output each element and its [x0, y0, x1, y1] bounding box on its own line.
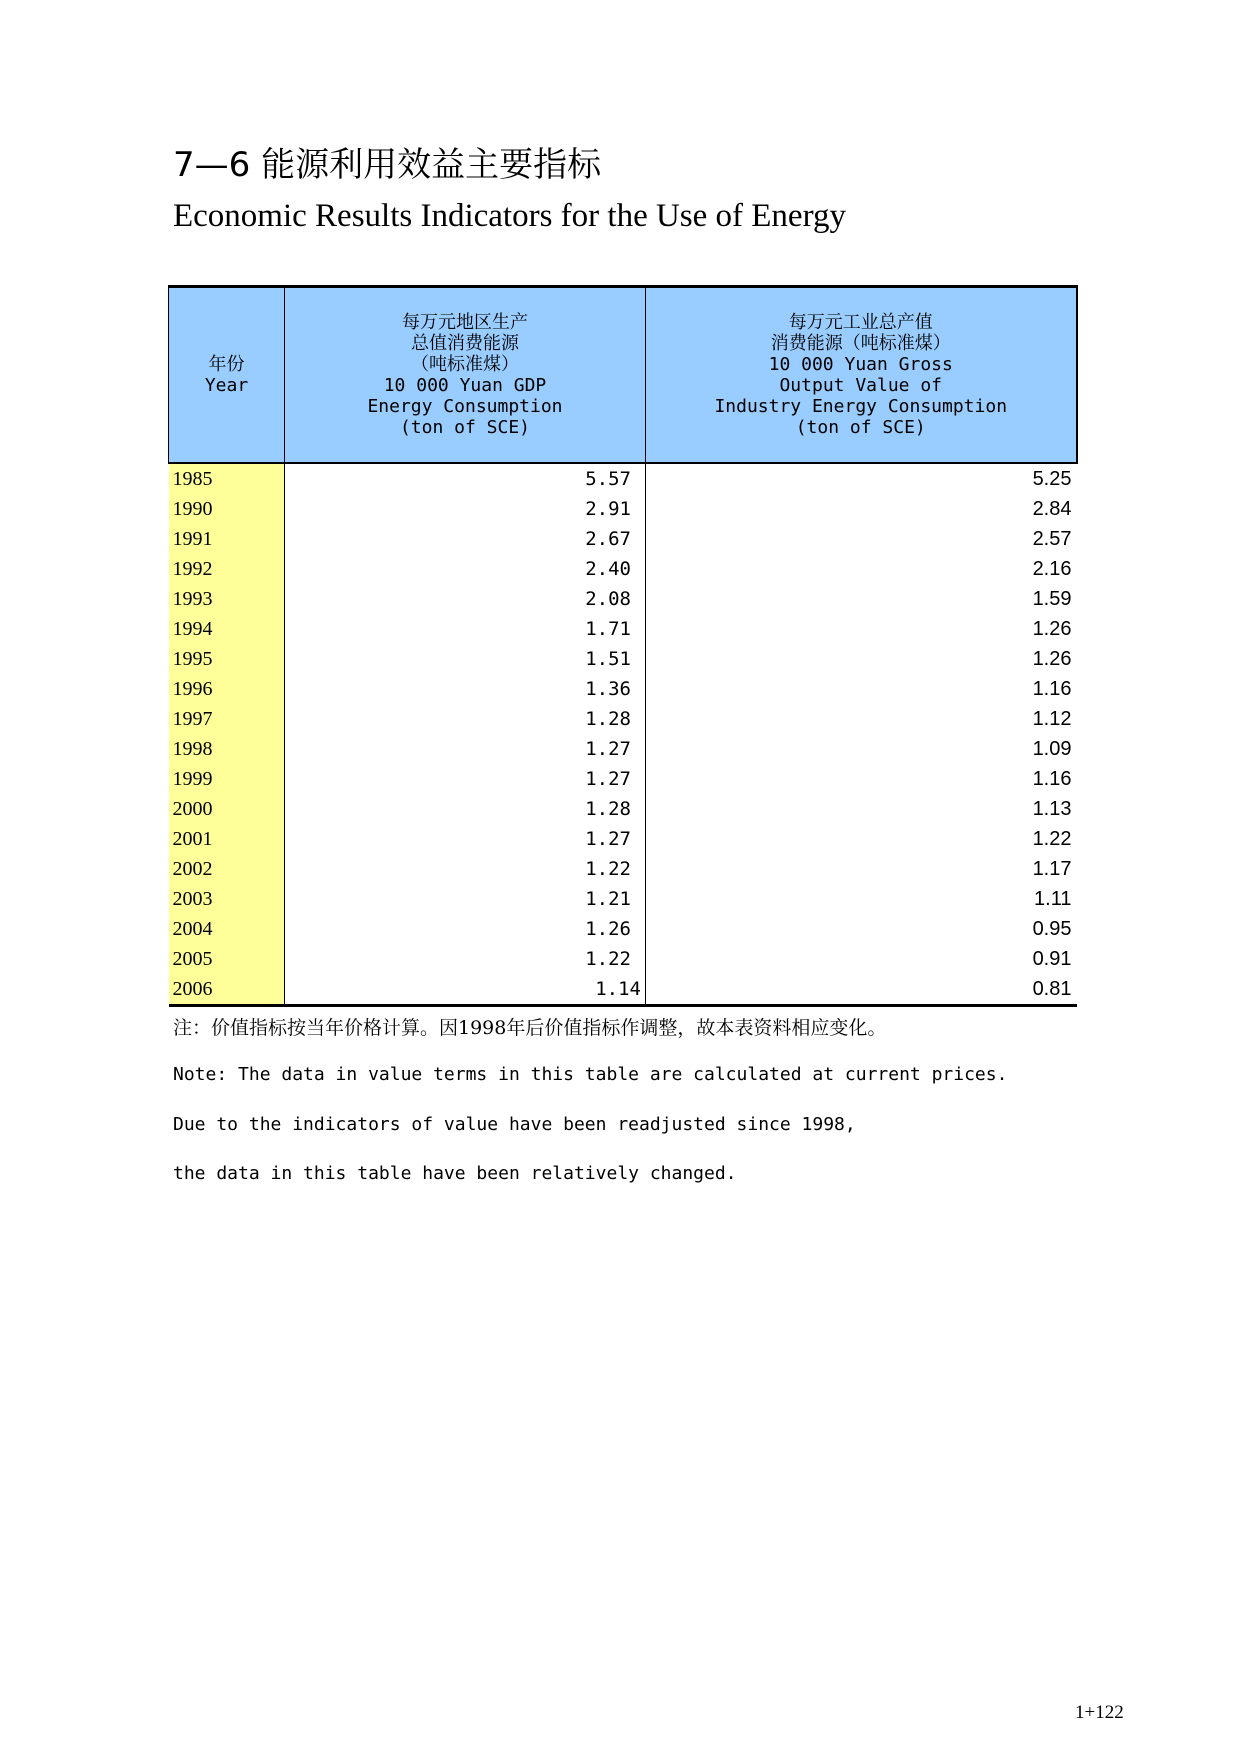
gdp-energy-cell: 2.67 [285, 524, 646, 554]
header-line: 总值消费能源 [411, 333, 519, 354]
table-row [169, 914, 1077, 944]
year-cell: 1995 [169, 644, 285, 674]
year-cell: 2004 [169, 914, 285, 944]
year-cell: 2003 [169, 884, 285, 914]
year-cell: 2000 [169, 794, 285, 824]
gdp-energy-cell: 1.28 [285, 794, 646, 824]
gdp-energy-cell: 1.21 [285, 884, 646, 914]
industry-energy-cell: 0.81 [646, 974, 1077, 1006]
table-row [169, 854, 1077, 884]
column-header-industry-energy [646, 287, 1077, 464]
gdp-energy-cell: 1.26 [285, 914, 646, 944]
industry-energy-cell: 0.95 [1032, 917, 1072, 940]
header-line: 消费能源（吨标准煤） [770, 333, 951, 354]
header-line: Energy Consumption [367, 396, 563, 417]
year-cell: 1997 [169, 704, 285, 734]
table-row [169, 944, 1077, 974]
gdp-energy-cell: 2.40 [285, 554, 646, 584]
page-title-en: Economic Results Indicators for the Use of Energy [173, 198, 846, 234]
year-cell: 2006 [169, 974, 285, 1006]
gdp-energy-cell: 1.27 [285, 824, 646, 854]
header-line: 年份 [208, 354, 245, 375]
year-cell: 1991 [169, 524, 285, 554]
gdp-energy-cell: 1.36 [285, 674, 646, 704]
table-row [169, 734, 1077, 764]
industry-energy-cell: 0.91 [1032, 947, 1072, 970]
industry-energy-cell: 1.09 [1032, 737, 1072, 760]
gdp-energy-cell: 1.27 [285, 764, 646, 794]
note-en-line: Note: The data in value terms in this table are calculated at current prices. [173, 1064, 1008, 1085]
year-cell: 2002 [169, 854, 285, 884]
industry-energy-cell: 1.13 [1032, 797, 1072, 820]
data-table-container [168, 285, 1076, 1007]
note-zh: 注：价值指标按当年价格计算。因1998年后价值指标作调整，故本表资料相应变化。 [173, 1017, 887, 1039]
year-cell: 1992 [169, 554, 285, 584]
gdp-energy-cell: 1.27 [285, 734, 646, 764]
industry-energy-cell: 2.16 [1032, 557, 1072, 580]
table-row [169, 554, 1077, 584]
table-row [169, 524, 1077, 554]
header-line: （吨标准煤） [411, 354, 519, 375]
table-row [169, 884, 1077, 914]
header-line: 每万元地区生产 [402, 312, 528, 333]
year-cell: 1990 [169, 494, 285, 524]
gdp-energy-cell: 1.28 [285, 704, 646, 734]
industry-energy-cell: 1.16 [1032, 767, 1072, 790]
gdp-energy-cell: 1.51 [285, 644, 646, 674]
energy-indicators-table [168, 285, 1078, 1007]
year-cell: 1996 [169, 674, 285, 704]
industry-energy-cell: 1.16 [1032, 677, 1072, 700]
gdp-energy-cell: 2.08 [285, 584, 646, 614]
industry-energy-cell: 1.11 [1034, 887, 1072, 910]
table-row [169, 644, 1077, 674]
industry-energy-cell: 1.22 [1032, 827, 1072, 850]
table-row [169, 494, 1077, 524]
industry-energy-cell: 2.57 [1032, 527, 1072, 550]
industry-energy-cell: 1.26 [1032, 647, 1072, 670]
column-header-gdp-energy [285, 287, 646, 464]
industry-energy-cell: 2.84 [1032, 497, 1072, 520]
year-cell: 1998 [169, 734, 285, 764]
header-line: 10 000 Yuan GDP [383, 375, 547, 396]
table-row [169, 794, 1077, 824]
gdp-energy-cell: 1.22 [285, 944, 646, 974]
industry-energy-cell: 1.17 [1032, 857, 1072, 880]
table-row [169, 704, 1077, 734]
gdp-energy-cell: 1.22 [285, 854, 646, 884]
year-cell: 1994 [169, 614, 285, 644]
header-line: 10 000 Yuan Gross [768, 354, 953, 375]
table-row [169, 463, 1077, 494]
table-row [169, 824, 1077, 854]
table-header-row [169, 287, 1077, 464]
industry-energy-cell: 5.25 [1032, 467, 1072, 490]
gdp-energy-cell: 5.57 [285, 463, 646, 494]
year-cell: 1993 [169, 584, 285, 614]
industry-energy-cell: 1.59 [1032, 587, 1072, 610]
gdp-energy-cell: 1.71 [285, 614, 646, 644]
table-row [169, 674, 1077, 704]
header-line: 每万元工业总产值 [788, 312, 933, 333]
year-cell: 2005 [169, 944, 285, 974]
table-row [169, 974, 1077, 1006]
note-en-line: Due to the indicators of value have been readjusted since 1998, [173, 1114, 856, 1135]
note-en-line: the data in this table have been relatively changed. [173, 1163, 737, 1184]
page-number: 1+122 [1075, 1702, 1124, 1723]
year-cell: 1985 [169, 463, 285, 494]
table-row [169, 764, 1077, 794]
header-line: (ton of SCE) [795, 417, 926, 438]
table-row [169, 584, 1077, 614]
year-cell: 2001 [169, 824, 285, 854]
header-line: Output Value of [779, 375, 943, 396]
header-line: (ton of SCE) [399, 417, 531, 438]
header-line: Industry Energy Consumption [714, 396, 1008, 417]
gdp-energy-cell: 2.91 [285, 494, 646, 524]
header-line: Year [204, 375, 249, 396]
column-header-year [169, 287, 285, 464]
year-cell: 1999 [169, 764, 285, 794]
gdp-energy-cell: 1.14 [285, 974, 646, 1006]
industry-energy-cell: 1.26 [1032, 617, 1072, 640]
industry-energy-cell: 1.12 [1032, 707, 1072, 730]
page-title-zh: 7—6 能源利用效益主要指标 [173, 145, 602, 185]
table-body [169, 463, 1077, 1006]
table-row [169, 614, 1077, 644]
